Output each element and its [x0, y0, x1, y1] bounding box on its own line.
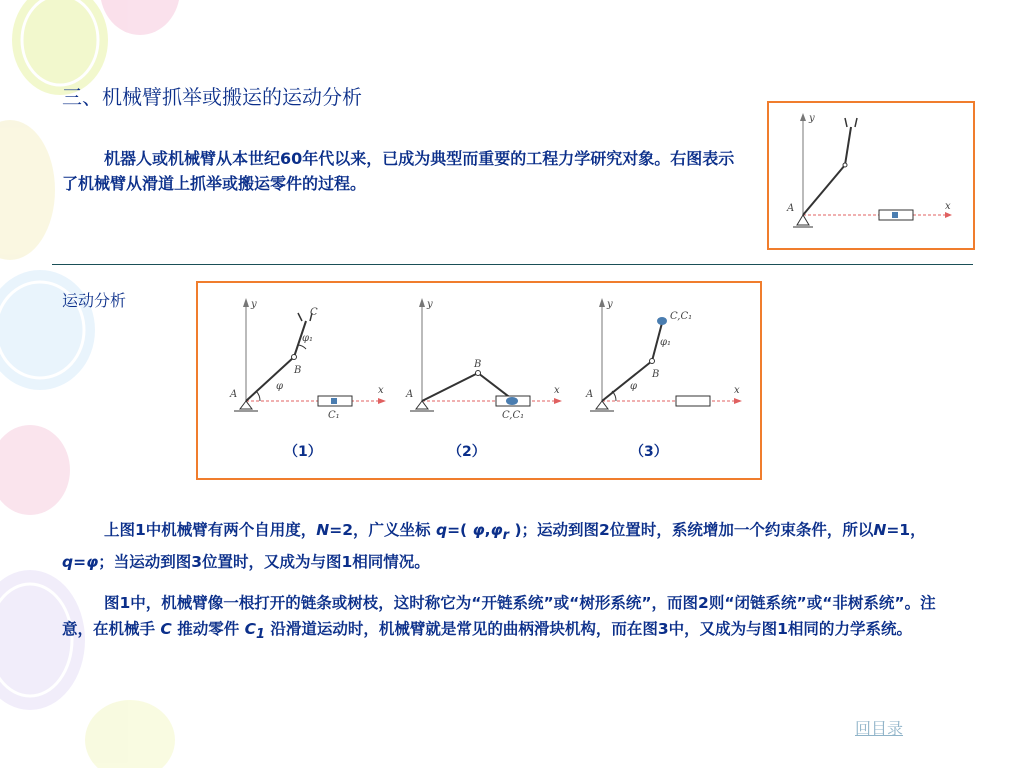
text-run: 沿滑道运动时，机械臂就是常见的曲柄滑块机构，而在图3中，又成为与图1相同的力学系统。 — [264, 620, 912, 638]
text-run: =2，广义坐标 — [329, 521, 436, 539]
x-axis-label: x — [554, 385, 560, 396]
section-divider — [52, 264, 973, 265]
arm-overview-figure — [767, 101, 975, 250]
section-heading: 运动分析 — [62, 291, 127, 310]
x-axis-label: x — [734, 385, 740, 396]
text-run: , — [484, 521, 491, 539]
text-run: =( — [447, 521, 473, 539]
point-cc1-label: C,C₁ — [502, 410, 525, 421]
y-axis-label: y — [427, 299, 433, 310]
point-a-label: A — [406, 389, 414, 400]
text-run: φ — [472, 521, 485, 539]
dof-paragraph — [62, 517, 962, 575]
chain-system-paragraph — [62, 590, 962, 648]
text-run: 推动零件 — [171, 620, 245, 638]
y-axis-label: y — [607, 299, 613, 310]
stage-3-diagram — [585, 298, 742, 460]
figure-1-caption: （1） — [284, 444, 322, 460]
figure-2-caption: （2） — [448, 444, 486, 460]
angle-phi1-label: φ₁ — [302, 333, 314, 344]
part-c1-label: C₁ — [328, 410, 340, 421]
text-run: r — [502, 528, 510, 544]
point-a-label: A — [586, 389, 594, 400]
text-run: = — [73, 553, 87, 572]
text-run: N — [316, 521, 330, 539]
y-axis-label: y — [251, 299, 257, 310]
angle-phi-label: φ — [276, 381, 284, 392]
text-run: 图1中，机械臂像一根打开的链条或树枝，这时称它为“开链系统”或“树形系统”，而图2则“闭链系统”或“非树系统”。注意，在机械手 — [62, 594, 936, 638]
back-to-contents-link[interactable]: 回目录 — [855, 719, 904, 738]
stage-2-diagram — [405, 298, 562, 460]
balloon-decoration — [0, 0, 180, 768]
point-b-label: B — [652, 369, 660, 380]
text-run: =1， — [886, 521, 926, 539]
text-run: )；运动到图2位置时，系统增加一个约束条件，所以 — [509, 521, 874, 539]
figure-3-caption: （3） — [630, 444, 668, 460]
text-run: q — [62, 553, 74, 572]
text-run: φ — [490, 521, 503, 539]
text-run: C — [244, 620, 256, 638]
y-axis-label: y — [809, 113, 815, 124]
point-cc1-label: C,C₁ — [670, 311, 693, 322]
point-b-label: B — [474, 359, 482, 370]
point-a-label: A — [230, 389, 238, 400]
text-run: C — [160, 620, 172, 638]
text-run: ；当运动到图3位置时，又成为与图1相同情况。 — [98, 553, 430, 572]
angle-phi1-label: φ₁ — [660, 337, 672, 348]
text-run: 1 — [255, 627, 265, 643]
x-axis-label: x — [945, 201, 951, 212]
text-run: φ — [86, 553, 99, 572]
stage-1-diagram — [229, 298, 386, 460]
text-run: q — [435, 521, 448, 539]
intro-paragraph: 机器人或机械臂从本世纪60年代以来，已成为典型而重要的工程力学研究对象。右图表示了机械臂从滑道上抓举或搬运零件的过程。 — [62, 149, 735, 193]
point-a-label: A — [787, 203, 795, 214]
angle-phi-label: φ — [630, 381, 638, 392]
point-c-label: C — [310, 307, 318, 318]
text-run: 上图1中机械臂有两个自用度， — [104, 521, 317, 539]
text-run: N — [873, 521, 887, 539]
motion-stages-figure — [196, 281, 762, 480]
x-axis-label: x — [378, 385, 384, 396]
page-title: 三、机械臂抓举或搬运的运动分析 — [62, 85, 362, 109]
point-b-label: B — [294, 365, 302, 376]
